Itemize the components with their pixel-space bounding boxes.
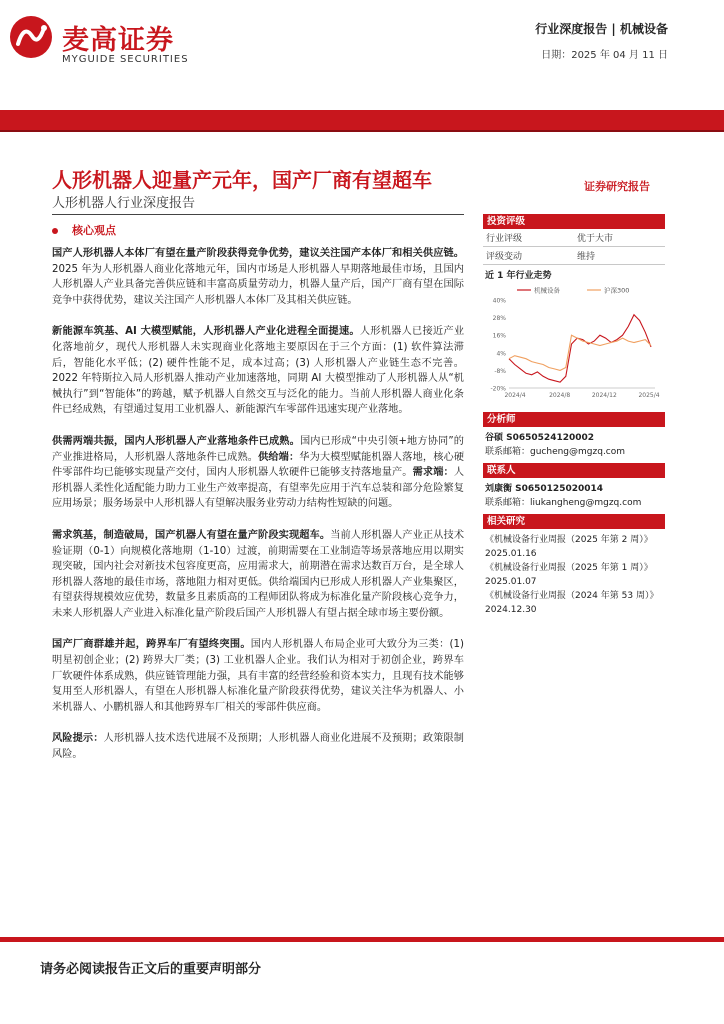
x-tick-label: 2024/8 — [549, 392, 571, 399]
contact-name: 刘康衡 S0650125020014 — [485, 484, 604, 494]
paragraph-3-text-b: 华为大模型赋能机器人落地，核心硬件零部件均已能够实现量产交付，国内人形机器人软硬件已能够支持落地量产。 — [52, 451, 465, 479]
table-row — [483, 229, 665, 247]
paragraph-3-demand-label: 需求端： — [412, 467, 454, 479]
trend-chart — [483, 282, 665, 408]
trend-chart-svg — [483, 282, 665, 408]
paragraph-2 — [52, 324, 464, 418]
contact-heading: 联系人 — [483, 463, 665, 478]
related-title: 《机械设备行业周报（2025 年第 1 周）》 — [485, 563, 653, 573]
x-tick-label: 2025/4 — [638, 392, 660, 399]
series-line-1 — [509, 315, 651, 382]
bullet-dot-icon — [52, 228, 58, 234]
chart-title: 近 1 年行业走势 — [485, 271, 552, 281]
paragraph-1 — [52, 246, 464, 308]
logo-name-en: MYGUIDE SECURITIES — [62, 54, 189, 65]
paragraph-1-text: 2025 年为人形机器人商业化落地元年，国内市场是人形机器人早期落地最佳市场，且国内人形机器人产业具备完善供应链和丰富高质量劳动力，机器人量产后，国产厂商有望在国际竞争中获得优势，建议关注国产人形机器人本体厂及其相关供应链。 — [52, 263, 464, 306]
series-line-2 — [509, 335, 651, 370]
rating-change-value: 维持 — [574, 247, 665, 265]
footer-disclaimer: 请务必阅读报告正文后的重要声明部分 — [40, 962, 262, 977]
related-date: 2025.01.16 — [485, 549, 537, 559]
analyst-name: 谷硕 S0650524120002 — [485, 433, 595, 443]
page-title: 人形机器人迎量产元年，国产厂商有望超车 — [52, 168, 432, 192]
y-tick-label: -8% — [494, 367, 506, 375]
paragraph-4 — [52, 528, 464, 622]
y-tick-label: 40% — [492, 297, 506, 305]
logo-mark-icon — [8, 14, 54, 60]
main-body — [52, 240, 464, 763]
analyst-heading: 分析师 — [483, 412, 665, 427]
paragraph-5-text: 国内人形机器人布局企业可大致分为三类：(1) 明星初创企业；(2) 跨界大厂类；(3) 工业机器人企业。我们认为相对于初创企业，跨界车厂软硬件体系成熟，供应链管理能力强，具有丰富的经营经验和资本实力，且现有技术能够复用至人形机器人，有望在人形机器人标准化量产阶段获得优势，建议关注华为机器人、小米机器人、小鹏机器人和其他跨界车厂相关的零部件供应商。 — [52, 639, 464, 713]
paragraph-5 — [52, 637, 464, 715]
y-tick-label: -20% — [490, 385, 506, 393]
header-band — [0, 110, 724, 130]
report-date: 日期：2025 年 04 月 11 日 — [541, 50, 668, 61]
risk-text: 人形机器人技术迭代进展不及预期；人形机器人商业化进展不及预期；政策限制风险。 — [52, 733, 464, 761]
page-subtitle: 人形机器人行业深度报告 — [52, 196, 196, 211]
paragraph-4-lead: 需求筑基，制造破局，国产机器人有望在量产阶段实现超车。 — [52, 529, 331, 541]
rating-heading: 投资评级 — [483, 214, 665, 229]
sidebar — [483, 214, 665, 617]
related-title: 《机械设备行业周报（2025 年第 2 周）》 — [485, 535, 653, 545]
y-tick-label: 16% — [492, 332, 506, 340]
paragraph-3-text-a: 国内已形成“中央引领+地方协同”的产业推进格局，人形机器人落地条件已成熟。 — [52, 435, 464, 463]
x-tick-label: 2024/12 — [591, 392, 617, 399]
table-row — [483, 247, 665, 265]
y-tick-label: 4% — [496, 350, 506, 358]
report-kind-label: 证券研究报告 — [584, 180, 650, 193]
logo-name-cn: 麦高证券 — [62, 25, 174, 56]
paragraph-2-lead: 新能源车筑基、AI 大模型赋能，人形机器人产业化进程全面提速。 — [52, 326, 360, 338]
header-band-line — [0, 130, 724, 132]
paragraph-3 — [52, 434, 464, 512]
rating-label: 行业评级 — [483, 229, 574, 247]
rating-change-label: 评级变动 — [483, 247, 574, 265]
y-tick-label: 28% — [492, 315, 506, 323]
paragraph-5-lead: 国产厂商群雄并起，跨界车厂有望终突围。 — [52, 639, 251, 651]
related-title: 《机械设备行业周报（2024 年第 53 周）》 — [485, 591, 659, 601]
analyst-email: 联系邮箱：gucheng@mgzq.com — [485, 447, 626, 457]
x-tick-label: 2024/4 — [504, 392, 526, 399]
title-divider — [52, 214, 464, 215]
risk-lead: 风险提示： — [52, 733, 104, 745]
paragraph-3-supply-label: 供给端： — [258, 451, 300, 463]
company-logo — [8, 14, 208, 64]
paragraph-3-lead: 供需两端共振，国内人形机器人产业落地条件已成熟。 — [52, 435, 300, 447]
legend-label: 沪深300 — [604, 286, 630, 295]
related-date: 2024.12.30 — [485, 605, 537, 615]
contact-email: 联系邮箱：liukangheng@mgzq.com — [485, 498, 642, 508]
core-heading — [52, 222, 116, 238]
paragraph-2-text: 人形机器人已接近产业化落地前夕，现代人形机器人未实现商业化落地主要原因在于三个方面：(1) 软件算法滞后，智能化水平低；(2) 硬件性能不足，成本过高；(3) 人形机器人产业链生态不完善。2022 年特斯拉入局人形机器人推动产业加速落地，同期 AI 大模型推动了人形机器人从“机械执行”到“智能体”的跨越，赋予机器人自然交互与泛化的能力。当前人形机器人商业化条件已经成熟，有望通过复用工业机器人、新能源汽车零部件迅速实现产业落地。 — [52, 326, 465, 416]
rating-table — [483, 229, 665, 265]
rating-value: 优于大市 — [574, 229, 665, 247]
related-heading: 相关研究 — [483, 514, 665, 529]
report-type: 行业深度报告 | 机械设备 — [535, 22, 668, 36]
legend-label: 机械设备 — [534, 286, 560, 295]
paragraph-3-text-c: 人形机器人柔性化适配能力助力工业生产效率提高，有望率先应用于汽车总装和部分危险繁复应用场景；服务场景中人形机器人有望解决服务业劳动力结构性短缺的问题。 — [52, 467, 465, 510]
core-heading-text: 核心观点 — [72, 224, 116, 237]
paragraph-4-text: 当前人形机器人产业正从技术验证期（0-1）向规模化落地期（1-10）过渡，前期需要在工业制造等场景落地应用以期实现突破，国内社会对新技术包容度更高，应用需求大，前期潜在需求达数百万台，是全球人形机器人落地的最佳市场，落地阻力相对更低。供给端国内已形成人形机器人产业集聚区，有望获得规模效应优势，数量多且素质高的工程师团队将成为标准化量产阶段核心竞争力，未来人形机器人产业进入标准化量产阶段后国产人形机器人有望占据全球市场主要份额。 — [52, 529, 465, 619]
paragraph-1-lead: 国产人形机器人本体厂有望在量产阶段获得竞争优势，建议关注国产本体厂和相关供应链。 — [52, 248, 464, 259]
risk-paragraph — [52, 731, 464, 762]
footer-band — [0, 937, 724, 942]
related-date: 2025.01.07 — [485, 577, 537, 587]
